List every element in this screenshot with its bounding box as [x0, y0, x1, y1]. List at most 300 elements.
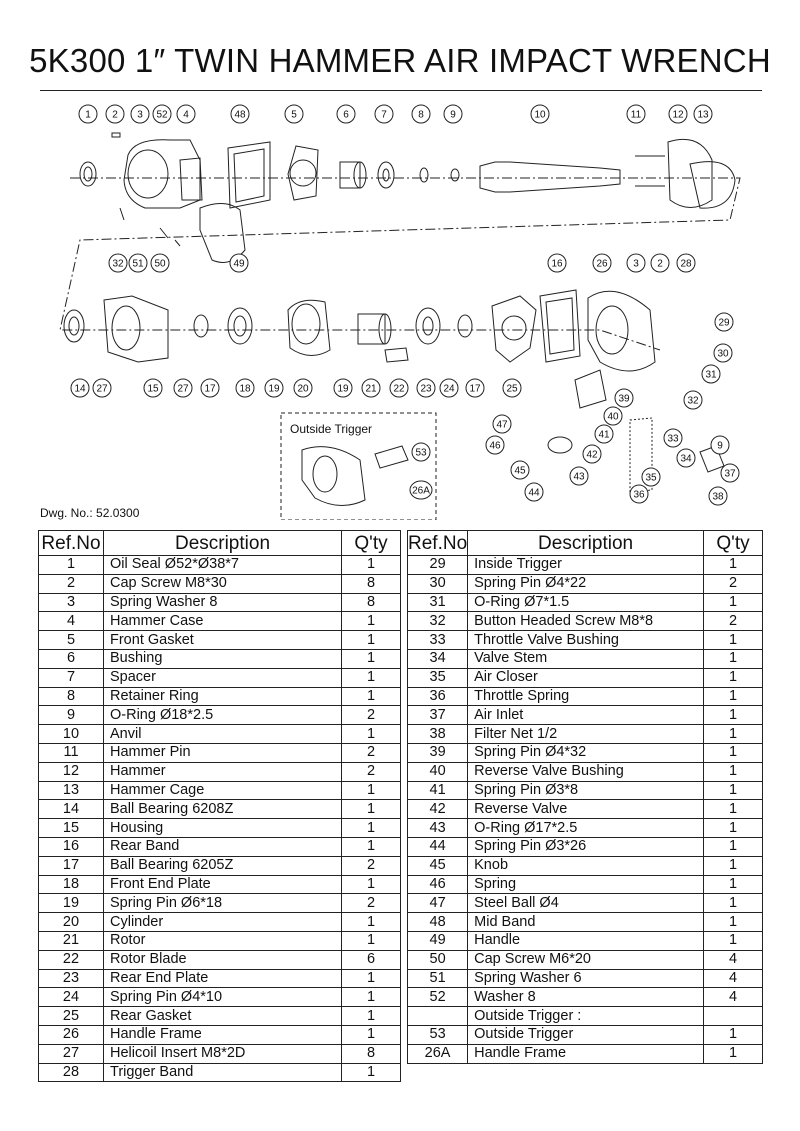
description-cell: Outside Trigger — [468, 1025, 704, 1044]
callout-label: 2 — [112, 109, 118, 121]
description-cell: Front End Plate — [104, 875, 342, 894]
qty-cell: 1 — [704, 743, 763, 762]
callout-label: 12 — [672, 109, 684, 121]
table-row — [408, 687, 763, 706]
qty-cell: 1 — [704, 819, 763, 838]
qty-cell: 1 — [342, 913, 401, 932]
part-10-anvil — [480, 162, 620, 192]
table-row — [39, 856, 401, 875]
callout-label: 37 — [724, 468, 736, 480]
description-cell: Ball Bearing 6208Z — [104, 800, 342, 819]
ref-cell: 23 — [39, 969, 104, 988]
part-9-o-ring — [451, 169, 459, 181]
callout-40 — [604, 407, 622, 425]
callout-22 — [390, 379, 408, 397]
callout-label: 48 — [234, 109, 246, 121]
ref-cell: 49 — [408, 931, 468, 950]
col-desc-header: Description — [104, 531, 342, 556]
qty-cell: 1 — [342, 875, 401, 894]
part-4-hammer-case — [124, 140, 200, 208]
qty-cell: 2 — [704, 612, 763, 631]
callout-53 — [412, 443, 430, 461]
callout-label: 19 — [337, 383, 349, 395]
description-cell: Mid Band — [468, 913, 704, 932]
col-qty-header: Q'ty — [704, 531, 763, 556]
table-row — [39, 1044, 401, 1063]
qty-cell: 1 — [342, 931, 401, 950]
callout-9 — [711, 436, 729, 454]
callout-36 — [630, 485, 648, 503]
ref-cell: 2 — [39, 574, 104, 593]
table-row — [408, 725, 763, 744]
callout-label: 46 — [489, 440, 501, 452]
ref-cell: 34 — [408, 649, 468, 668]
ref-cell: 1 — [39, 556, 104, 575]
ref-cell: 37 — [408, 706, 468, 725]
table-row — [408, 612, 763, 631]
table-row — [408, 649, 763, 668]
qty-cell: 1 — [704, 706, 763, 725]
callout-label: 8 — [418, 109, 424, 121]
ref-cell: 31 — [408, 593, 468, 612]
callout-35 — [642, 468, 660, 486]
part-40-42-reverse-valve — [575, 370, 606, 408]
callout-label: 26 — [596, 258, 608, 270]
callout-25 — [503, 379, 521, 397]
description-cell: Ball Bearing 6205Z — [104, 856, 342, 875]
title-rule — [40, 90, 762, 91]
col-ref-header: Ref.No — [408, 532, 468, 554]
description-cell: Handle Frame — [468, 1044, 704, 1063]
callout-label: 14 — [74, 383, 86, 395]
ref-cell: 21 — [39, 931, 104, 950]
qty-cell: 1 — [342, 819, 401, 838]
qty-cell: 1 — [704, 781, 763, 800]
table-row — [39, 556, 401, 575]
description-cell: Spring Pin Ø4*10 — [104, 988, 342, 1007]
table-row — [39, 1007, 401, 1026]
part-25-rear-gasket — [492, 296, 536, 362]
qty-cell: 1 — [342, 837, 401, 856]
callout-24 — [440, 379, 458, 397]
description-cell: Throttle Valve Bushing — [468, 631, 704, 650]
callout-42 — [583, 445, 601, 463]
qty-cell: 1 — [704, 875, 763, 894]
ref-cell: 16 — [39, 837, 104, 856]
callout-37 — [721, 464, 739, 482]
ref-cell: 39 — [408, 743, 468, 762]
ref-cell: 40 — [408, 762, 468, 781]
callout-33 — [664, 429, 682, 447]
table-row — [39, 875, 401, 894]
callout-41 — [595, 425, 613, 443]
ref-cell: 28 — [39, 1063, 104, 1082]
table-row — [39, 988, 401, 1007]
table-row — [39, 931, 401, 950]
table-row — [39, 687, 401, 706]
callout-15 — [144, 379, 162, 397]
description-cell: Spring Pin Ø4*32 — [468, 743, 704, 762]
table-row — [408, 894, 763, 913]
ref-cell: 15 — [39, 819, 104, 838]
table-row — [408, 781, 763, 800]
callout-label: 29 — [718, 317, 730, 329]
callout-label: 18 — [239, 383, 251, 395]
ref-cell: 6 — [39, 649, 104, 668]
description-cell: Spring Pin Ø3*26 — [468, 837, 704, 856]
callout-27 — [93, 379, 111, 397]
qty-cell: 1 — [704, 668, 763, 687]
description-cell: Rear Band — [104, 837, 342, 856]
description-cell: Inside Trigger — [468, 556, 704, 575]
callout-16 — [548, 254, 566, 272]
ref-cell: 52 — [408, 988, 468, 1007]
table-row — [408, 706, 763, 725]
ref-cell: 29 — [408, 556, 468, 575]
table-row — [39, 913, 401, 932]
callout-45 — [511, 461, 529, 479]
callout-26 — [593, 254, 611, 272]
part-23-rear-end-plate — [416, 308, 440, 344]
ref-cell: 53 — [408, 1025, 468, 1044]
callout-label: 32 — [112, 258, 124, 270]
table-row — [408, 1007, 763, 1026]
callout-48 — [231, 105, 249, 123]
qty-cell: 1 — [342, 612, 401, 631]
qty-cell: 1 — [704, 1025, 763, 1044]
part-5-front-gasket — [288, 146, 318, 200]
callout-12 — [669, 105, 687, 123]
table-row — [408, 743, 763, 762]
qty-cell: 1 — [704, 725, 763, 744]
callout-label: 16 — [551, 258, 563, 270]
table-row — [408, 913, 763, 932]
qty-cell: 2 — [342, 856, 401, 875]
part-6-bushing — [340, 162, 360, 188]
callout-label: 36 — [633, 489, 645, 501]
callout-21 — [362, 379, 380, 397]
qty-cell: 1 — [342, 725, 401, 744]
description-cell: Spring Washer 8 — [104, 593, 342, 612]
part-17-ball-bearing — [194, 315, 208, 337]
description-cell: Rotor — [104, 931, 342, 950]
ref-cell: 24 — [39, 988, 104, 1007]
callout-18 — [236, 379, 254, 397]
qty-cell: 1 — [704, 593, 763, 612]
qty-cell: 1 — [342, 687, 401, 706]
table-row — [408, 593, 763, 612]
description-cell: Knob — [468, 856, 704, 875]
callout-label: 25 — [506, 383, 518, 395]
description-cell: Hammer Case — [104, 612, 342, 631]
description-cell: Trigger Band — [104, 1063, 342, 1082]
description-cell: Reverse Valve Bushing — [468, 762, 704, 781]
callout-label: 45 — [514, 465, 526, 477]
description-cell: Hammer Pin — [104, 743, 342, 762]
description-cell: Valve Stem — [468, 649, 704, 668]
col-desc-header: Description — [468, 531, 704, 556]
description-cell: Spring Pin Ø6*18 — [104, 894, 342, 913]
callout-44 — [525, 483, 543, 501]
callout-label: 17 — [204, 383, 216, 395]
callout-14 — [71, 379, 89, 397]
description-cell: Anvil — [104, 725, 342, 744]
col-ref-header: Ref.No — [39, 531, 104, 556]
callout-label: 44 — [528, 487, 540, 499]
callout-label: 5 — [291, 109, 297, 121]
ref-cell: 27 — [39, 1044, 104, 1063]
qty-cell: 2 — [342, 762, 401, 781]
part-22-rotor-blade — [385, 348, 408, 362]
part-26a-handle-frame — [302, 447, 365, 506]
callout-label: 3 — [137, 109, 143, 121]
table-row — [408, 762, 763, 781]
qty-cell: 1 — [704, 1044, 763, 1063]
description-cell: Helicoil Insert M8*2D — [104, 1044, 342, 1063]
ref-cell: 35 — [408, 668, 468, 687]
callout-23 — [417, 379, 435, 397]
description-cell: Rear Gasket — [104, 1007, 342, 1026]
description-cell: Spring Washer 6 — [468, 969, 704, 988]
qty-cell: 8 — [342, 593, 401, 612]
table-row — [408, 819, 763, 838]
callout-label: 39 — [618, 393, 630, 405]
qty-cell: 1 — [704, 894, 763, 913]
callout-6 — [337, 105, 355, 123]
callout-19 — [265, 379, 283, 397]
ref-cell: 18 — [39, 875, 104, 894]
table-row — [39, 631, 401, 650]
ref-cell: 10 — [39, 725, 104, 744]
description-cell: Retainer Ring — [104, 687, 342, 706]
ref-cell: 13 — [39, 781, 104, 800]
description-cell: Washer 8 — [468, 988, 704, 1007]
callout-13 — [694, 105, 712, 123]
ref-cell: 25 — [39, 1007, 104, 1026]
callout-27 — [174, 379, 192, 397]
description-cell: Hammer Cage — [104, 781, 342, 800]
table-row — [408, 800, 763, 819]
table-row — [408, 1025, 763, 1044]
ref-cell: 41 — [408, 781, 468, 800]
callout-label: 30 — [717, 348, 729, 360]
part-20-cylinder — [288, 300, 330, 355]
callout-label: 23 — [420, 383, 432, 395]
ref-cell: 43 — [408, 819, 468, 838]
description-cell: Throttle Spring — [468, 687, 704, 706]
qty-cell: 1 — [704, 800, 763, 819]
ref-cell: 38 — [408, 725, 468, 744]
qty-cell: 2 — [704, 574, 763, 593]
callout-label: 26A — [412, 485, 430, 497]
table-row — [39, 950, 401, 969]
qty-cell: 8 — [342, 574, 401, 593]
qty-cell: 4 — [704, 969, 763, 988]
description-cell: Rotor Blade — [104, 950, 342, 969]
ref-cell: 17 — [39, 856, 104, 875]
callout-10 — [531, 105, 549, 123]
part-26-handle-frame — [588, 291, 655, 371]
description-cell: Steel Ball Ø4 — [468, 894, 704, 913]
callout-label: 35 — [645, 472, 657, 484]
table-row — [408, 856, 763, 875]
callout-label: 24 — [443, 383, 455, 395]
drawing-number: Dwg. No.: 52.0300 — [40, 506, 140, 520]
description-cell: Spacer — [104, 668, 342, 687]
callout-label: 3 — [633, 258, 639, 270]
ref-cell: 3 — [39, 593, 104, 612]
qty-cell: 1 — [342, 556, 401, 575]
callout-50 — [151, 254, 169, 272]
callout-label: 32 — [687, 395, 699, 407]
table-row — [39, 574, 401, 593]
table-row — [39, 668, 401, 687]
table-row — [39, 894, 401, 913]
callout-label: 33 — [667, 433, 679, 445]
part-15-housing — [104, 296, 168, 362]
callout-29 — [715, 313, 733, 331]
qty-cell: 1 — [704, 856, 763, 875]
table-row — [39, 837, 401, 856]
callout-20 — [294, 379, 312, 397]
description-cell: O-Ring Ø17*2.5 — [468, 819, 704, 838]
table-row — [39, 969, 401, 988]
callout-label: 9 — [717, 440, 723, 452]
callout-51 — [129, 254, 147, 272]
callout-label: 34 — [680, 453, 692, 465]
qty-cell: 1 — [704, 931, 763, 950]
ref-cell: 46 — [408, 875, 468, 894]
callout-label: 27 — [177, 383, 189, 395]
table-row — [39, 762, 401, 781]
qty-cell: 1 — [704, 556, 763, 575]
callout-label: 2 — [657, 258, 663, 270]
page-title: 5K300 1″ TWIN HAMMER AIR IMPACT WRENCH — [29, 42, 771, 79]
callout-46 — [486, 436, 504, 454]
table-row — [39, 649, 401, 668]
ref-cell: 51 — [408, 969, 468, 988]
description-cell: Air Closer — [468, 668, 704, 687]
description-cell: Oil Seal Ø52*Ø38*7 — [104, 556, 342, 575]
part-14-ball-bearing — [64, 310, 84, 342]
table-row — [39, 819, 401, 838]
table-row — [39, 1063, 401, 1082]
description-cell: Housing — [104, 819, 342, 838]
callout-label: 17 — [469, 383, 481, 395]
table-row — [39, 1025, 401, 1044]
callout-label: 15 — [147, 383, 159, 395]
ref-cell: 20 — [39, 913, 104, 932]
part-17b-ball-bearing — [458, 315, 472, 337]
description-cell: Spring Pin Ø3*8 — [468, 781, 704, 800]
qty-cell: 1 — [342, 781, 401, 800]
table-row — [408, 969, 763, 988]
ref-cell: 47 — [408, 894, 468, 913]
callout-label: 41 — [598, 429, 610, 441]
part-18-front-end-plate — [228, 308, 252, 344]
qty-cell: 1 — [342, 969, 401, 988]
callout-label: 42 — [586, 449, 598, 461]
table-row — [39, 743, 401, 762]
callout-label: 28 — [680, 258, 692, 270]
callout-label: 38 — [712, 491, 724, 503]
callout-11 — [627, 105, 645, 123]
table-row — [39, 725, 401, 744]
ref-cell: 36 — [408, 687, 468, 706]
qty-cell: 1 — [704, 762, 763, 781]
callout-label: 53 — [415, 447, 427, 459]
callout-28 — [677, 254, 695, 272]
table-row — [39, 800, 401, 819]
qty-cell: 4 — [704, 950, 763, 969]
callout-5 — [285, 105, 303, 123]
description-cell: Handle — [468, 931, 704, 950]
callout-31 — [702, 365, 720, 383]
callout-label: 11 — [630, 109, 642, 121]
ref-cell: 22 — [39, 950, 104, 969]
description-cell: Air Inlet — [468, 706, 704, 725]
callout-2 — [651, 254, 669, 272]
ref-cell: 11 — [39, 743, 104, 762]
table-row — [39, 781, 401, 800]
description-cell: Bushing — [104, 649, 342, 668]
qty-cell: 1 — [342, 649, 401, 668]
ref-cell: 26A — [408, 1044, 468, 1063]
ref-cell: 26 — [39, 1025, 104, 1044]
callout-label: 20 — [297, 383, 309, 395]
callout-label: 9 — [450, 109, 456, 121]
callout-49 — [230, 254, 248, 272]
ref-cell: 14 — [39, 800, 104, 819]
description-cell: Cap Screw M8*30 — [104, 574, 342, 593]
qty-cell — [704, 1007, 763, 1026]
description-cell: Spring — [468, 875, 704, 894]
table-row — [39, 593, 401, 612]
description-cell: Handle Frame — [104, 1025, 342, 1044]
callout-19 — [334, 379, 352, 397]
qty-cell: 1 — [342, 1063, 401, 1082]
callout-1 — [79, 105, 97, 123]
qty-cell: 4 — [704, 988, 763, 1007]
table-row — [39, 612, 401, 631]
ref-cell: 50 — [408, 950, 468, 969]
qty-cell: 1 — [704, 687, 763, 706]
ref-cell — [408, 1007, 468, 1026]
part-8-retainer-ring — [420, 168, 428, 182]
callout-34 — [677, 449, 695, 467]
callout-39 — [615, 389, 633, 407]
callout-3 — [627, 254, 645, 272]
callout-label: 40 — [607, 411, 619, 423]
ref-cell: 45 — [408, 856, 468, 875]
callout-label: 7 — [381, 109, 387, 121]
table-row — [408, 837, 763, 856]
callout-47 — [493, 415, 511, 433]
qty-cell: 2 — [342, 743, 401, 762]
callout-17 — [466, 379, 484, 397]
callout-label: 43 — [573, 471, 585, 483]
callout-30 — [714, 344, 732, 362]
callout-label: 10 — [534, 109, 546, 121]
part-1-oil-seal — [80, 162, 96, 186]
callout-label: 21 — [365, 383, 377, 395]
ref-cell: 44 — [408, 837, 468, 856]
callout-3 — [131, 105, 149, 123]
callout-label: 31 — [705, 369, 717, 381]
callout-4 — [177, 105, 195, 123]
callout-26A — [410, 481, 432, 499]
callout-9 — [444, 105, 462, 123]
